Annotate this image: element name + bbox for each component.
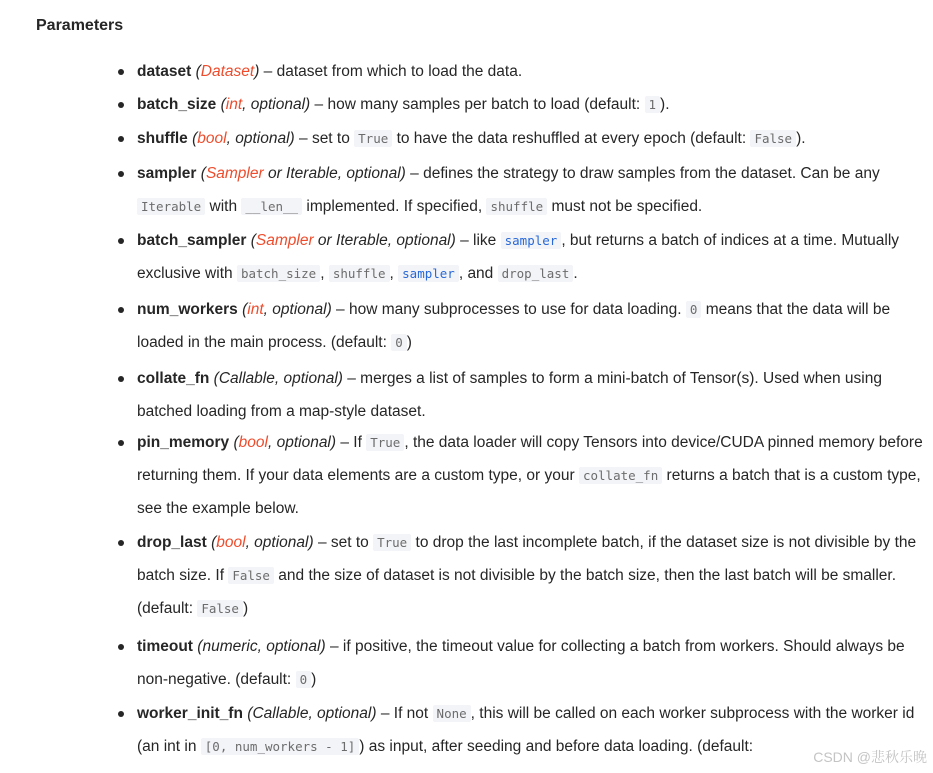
param-dataset: dataset (Dataset) – dataset from which to load the data.	[137, 55, 927, 88]
param-shuffle: shuffle (bool, optional) – set to True to have the data reshuffled at every epoch (default: False ).	[137, 122, 927, 155]
type-link-bool[interactable]: bool	[216, 534, 246, 551]
code-literal: Iterable	[137, 198, 205, 215]
type-link-sampler[interactable]: Sampler	[255, 232, 314, 249]
param-sampler: sampler (Sampler or Iterable, optional) – defines the strategy to draw samples from the dataset. Can be any Iterable with __len__ implemented. If specified, shuffle must not be specified.	[137, 157, 927, 223]
code-link-sampler[interactable]: sampler	[398, 265, 459, 282]
code-literal: collate_fn	[579, 467, 662, 484]
param-name: drop_last	[137, 534, 207, 551]
param-pin-memory: pin_memory (bool, optional) – If True , the data loader will copy Tensors into device/CUDA pinned memory before returning them. If your data elements are a custom type, or your collate_fn returns a batch that is a custom type, see the example below.	[137, 426, 927, 525]
code-literal: 0	[686, 301, 702, 318]
param-name: collate_fn	[137, 370, 210, 387]
param-name: sampler	[137, 165, 197, 182]
code-literal: 0	[391, 334, 407, 351]
code-literal: None	[433, 705, 471, 722]
type-link-bool[interactable]: bool	[197, 130, 227, 147]
type-link-sampler[interactable]: Sampler	[205, 165, 264, 182]
code-literal: True	[373, 534, 411, 551]
code-literal: 1	[645, 96, 661, 113]
code-literal: shuffle	[329, 265, 390, 282]
param-name: timeout	[137, 638, 193, 655]
type-link-int[interactable]: int	[247, 301, 264, 318]
code-link-sampler[interactable]: sampler	[501, 232, 562, 249]
type-link-dataset[interactable]: Dataset	[200, 63, 255, 80]
code-literal: True	[366, 434, 404, 451]
param-name: dataset	[137, 63, 192, 80]
param-worker-init-fn: worker_init_fn (Callable, optional) – If not None , this will be called on each worker subprocess with the worker id (an int in [0, num_workers - 1] ) as input, after seeding and before data loading. (default:	[137, 697, 927, 763]
param-batch-sampler: batch_sampler (Sampler or Iterable, optional) – like sampler , but returns a batch of indices at a time. Mutually exclusive with batch_size , shuffle , sampler , and drop_last .	[137, 224, 927, 290]
type-link-int[interactable]: int	[225, 96, 243, 113]
parameters-heading: Parameters	[36, 17, 124, 34]
code-literal: __len__	[241, 198, 302, 215]
param-name: worker_init_fn	[137, 705, 243, 722]
param-drop-last: drop_last (bool, optional) – set to True to drop the last incomplete batch, if the dataset size is not divisible by the batch size. If False and the size of dataset is not divisible by the batch size, then the last batch will be smaller. (default: False )	[137, 526, 927, 625]
param-name: batch_size	[137, 96, 217, 113]
code-literal: 0	[296, 671, 312, 688]
param-name: pin_memory	[137, 434, 230, 451]
code-literal: drop_last	[498, 265, 574, 282]
param-num-workers: num_workers (int, optional) – how many subprocesses to use for data loading. 0 means that the data will be loaded in the main process. (default: 0 )	[137, 293, 927, 359]
code-literal: False	[197, 600, 243, 617]
type-link-bool[interactable]: bool	[238, 434, 268, 451]
code-literal: False	[228, 567, 274, 584]
code-literal: True	[354, 130, 392, 147]
code-literal: False	[750, 130, 796, 147]
csdn-watermark: CSDN @悲秋乐晚	[813, 749, 927, 765]
param-desc: dataset from which to load the data.	[276, 63, 523, 80]
param-batch-size: batch_size (int, optional) – how many samples per batch to load (default: 1 ).	[137, 88, 927, 121]
param-name: num_workers	[137, 301, 238, 318]
param-name: shuffle	[137, 130, 188, 147]
param-collate-fn: collate_fn (Callable, optional) – merges a list of samples to form a mini-batch of Tensor(s). Used when using batched loading from a map-style dataset.	[137, 362, 927, 428]
param-desc: merges a list of samples to form a mini-batch of Tensor(s). Used when using batched loading from a map-style dataset.	[137, 370, 882, 420]
code-literal: batch_size	[237, 265, 320, 282]
code-literal: shuffle	[486, 198, 547, 215]
param-name: batch_sampler	[137, 232, 247, 249]
param-timeout: timeout (numeric, optional) – if positive, the timeout value for collecting a batch from workers. Should always be non-negative. (default: 0 )	[137, 630, 927, 696]
code-literal: [0, num_workers - 1]	[201, 738, 360, 755]
